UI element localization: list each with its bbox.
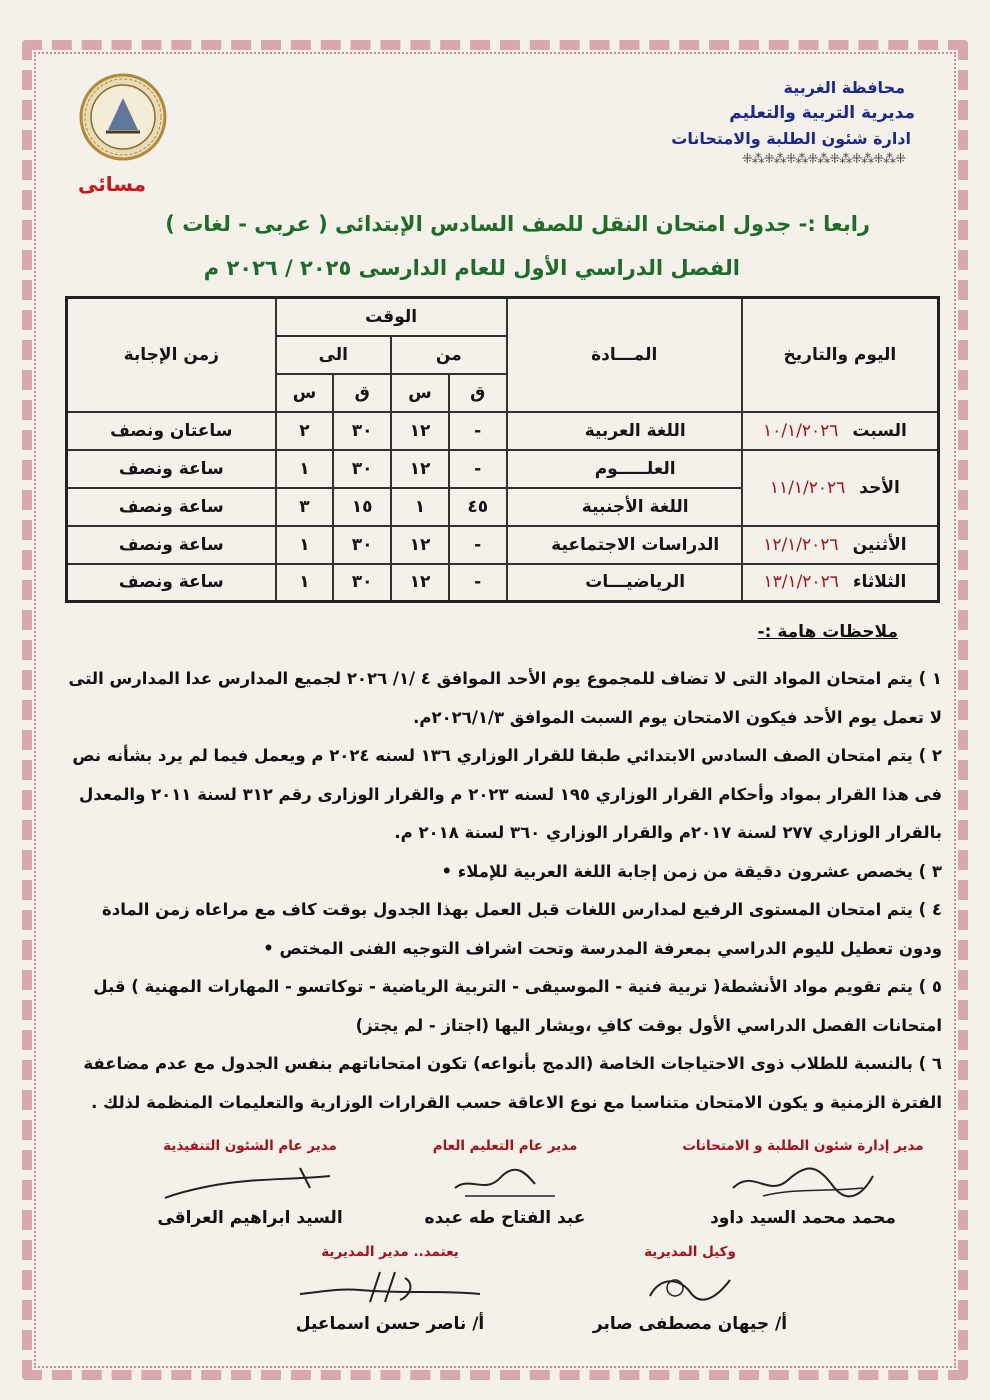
duration-cell: ساعة ونصف [67, 564, 276, 602]
date-value: ١١/١/٢٠٢٦ [769, 477, 846, 498]
notes-list [62, 660, 942, 1122]
header-to-min: ق [333, 374, 391, 412]
governorate-seal-icon [78, 72, 168, 162]
duration-cell: ساعة ونصف [67, 488, 276, 526]
to-min-cell: ٣٠ [333, 412, 391, 450]
day-date-cell [742, 412, 939, 450]
to-min-cell: ٣٠ [333, 450, 391, 488]
schedule-subtitle: الفصل الدراسي الأول للعام الدارسى ٢٠٢٥ / ٢٠٢٦ م [203, 256, 740, 280]
subject-cell: اللغة العربية [507, 412, 742, 450]
signatory-name: السيد ابراهيم العراقى [157, 1208, 343, 1228]
signature-block [120, 1138, 380, 1228]
handwritten-signature-icon [723, 1158, 883, 1204]
from-hour-cell: ١ [391, 488, 449, 526]
governorate: محافظة الغربية [783, 78, 905, 97]
day-name: الأثنين [852, 534, 907, 555]
to-min-cell: ٣٠ [333, 526, 391, 564]
handwritten-signature-icon [280, 1264, 500, 1310]
date-value: ١٠/١/٢٠٢٦ [762, 420, 839, 441]
header-to: الى [276, 336, 392, 374]
to-min-cell: ٣٠ [333, 564, 391, 602]
signature-block [560, 1244, 820, 1334]
directorate: مديرية التربية والتعليم [729, 103, 915, 123]
signature-block [668, 1138, 938, 1228]
from-hour-cell: ١٢ [391, 412, 449, 450]
day-name: الثلاثاء [852, 572, 907, 593]
department: ادارة شئون الطلبة والامتحانات [671, 129, 911, 148]
day-date-cell [742, 450, 939, 526]
subject-cell: الرياضيـــات [507, 564, 742, 602]
subject-cell: العلـــــوم [507, 450, 742, 488]
to-hour-cell: ١ [276, 564, 334, 602]
from-hour-cell: ١٢ [391, 564, 449, 602]
note-item: ٤ ) يتم امتحان المستوى الرفيع لمدارس اللغات قبل العمل بهذا الجدول بوقت كاف مع مراعاه زمن المادة ودون تعطيل لليوم الدراسي بمعرفة المدرسة وتحت اشراف التوجيه الفنى المختص • [102, 900, 942, 958]
signatory-name: أ/ ناصر حسن اسماعيل [295, 1314, 485, 1334]
from-min-cell: ٤٥ [449, 488, 507, 526]
signatory-name: أ/ جيهان مصطفى صابر [592, 1314, 788, 1334]
header-time: الوقت [276, 298, 507, 336]
header-from-hour: س [391, 374, 449, 412]
to-hour-cell: ٣ [276, 488, 334, 526]
signatory-role: مدير عام التعليم العام [432, 1138, 578, 1154]
subject-cell: اللغة الأجنبية [507, 488, 742, 526]
handwritten-signature-icon [620, 1264, 760, 1310]
signatory-role: يعتمد.. مدير المديرية [321, 1244, 459, 1260]
day-name: الأحد [859, 477, 900, 498]
handwritten-signature-icon [150, 1158, 350, 1204]
day-date-cell [742, 564, 939, 602]
signatory-name: محمد محمد السيد داود [710, 1208, 896, 1228]
day-date-cell [742, 526, 939, 564]
handwritten-signature-icon [435, 1158, 575, 1204]
from-min-cell: - [449, 412, 507, 450]
table-row [67, 526, 939, 564]
header-subject: المـــادة [507, 298, 742, 412]
duration-cell: ساعتان ونصف [67, 412, 276, 450]
table-row [67, 412, 939, 450]
header-to-hour: س [276, 374, 334, 412]
header-duration: زمن الإجابة [67, 298, 276, 412]
signatory-role: وكيل المديرية [644, 1244, 736, 1260]
signature-block [260, 1244, 520, 1334]
note-item: ٢ ) يتم امتحان الصف السادس الابتدائي طبقا للقرار الوزاري ١٣٦ لسنه ٢٠٢٤ م ويعمل فيما لم يرد بشأنه نص فى هذا القرار بمواد وأحكام القرار الوزاري ١٩٥ لسنه ٢٠٢٣ م والقرار الوزارى رقم ٣١٢ لسنة ٢٠١١ والمعدل بالقرار الوزاري ٢٧٧ لسنة ٢٠١٧م والقرار الوزاري ٣٦٠ لسنة ٢٠١٨ م. [72, 746, 942, 842]
to-hour-cell: ٢ [276, 412, 334, 450]
schedule-title: رابعا :- جدول امتحان النقل للصف السادس الإبتدائى ( عربى - لغات ) [165, 212, 870, 236]
signature-block [395, 1138, 615, 1228]
notes-title: ملاحظات هامة :- [757, 622, 898, 642]
note-item: ٣ ) يخصص عشرون دقيقة من زمن إجابة اللغة العربية للإملاء • [441, 861, 942, 881]
from-min-cell: - [449, 450, 507, 488]
header-day-date: اليوم والتاريخ [742, 298, 939, 412]
exam-period: مسائى [78, 172, 146, 196]
note-item: ١ ) يتم امتحان المواد التى لا تضاف للمجموع يوم الأحد الموافق ٤ /١/ ٢٠٢٦ لجميع المدارس عدا المدارس التى لا تعمل يوم الأحد فيكون الامتحان يوم السبت الموافق ٢٠٢٦/١/٣م. [68, 669, 942, 727]
subject-cell: الدراسات الاجتماعية [507, 526, 742, 564]
signatory-role: مدير إدارة شئون الطلبة و الامتحانات [682, 1138, 924, 1154]
duration-cell: ساعة ونصف [67, 450, 276, 488]
note-item: ٦ ) بالنسبة للطلاب ذوى الاحتياجات الخاصة (الدمج بأنواعه) تكون امتحاناتهم بنفس الجدول مع عدم مضاعفة الفترة الزمنية و يكون الامتحان متناسبا مع نوع الاعاقة حسب القرارات الوزارية والتعليمات المنظمة لذلك . [83, 1054, 942, 1112]
from-hour-cell: ١٢ [391, 526, 449, 564]
date-value: ١٣/١/٢٠٢٦ [763, 572, 839, 593]
to-hour-cell: ١ [276, 450, 334, 488]
table-row [67, 564, 939, 602]
to-min-cell: ١٥ [333, 488, 391, 526]
signatory-role: مدير عام الشئون التنفيذية [163, 1138, 337, 1154]
ornament-divider: ⁜⁂⁜⁂⁜⁂⁜⁂⁜⁂⁜⁂⁜⁂⁜ [741, 152, 905, 167]
date-value: ١٢/١/٢٠٢٦ [763, 534, 839, 555]
duration-cell: ساعة ونصف [67, 526, 276, 564]
header-from: من [391, 336, 507, 374]
note-item: ٥ ) يتم تقويم مواد الأنشطة( تربية فنية - الموسيقى - التربية الرياضية - توكاتسو - المهارات المهنية ) قبل امتحانات الفصل الدراسي الأول بوقت كافِ ،ويشار اليها (اجتاز - لم يجتز) [93, 977, 942, 1035]
letterhead [671, 78, 915, 167]
table-row [67, 450, 939, 488]
from-hour-cell: ١٢ [391, 450, 449, 488]
to-hour-cell: ١ [276, 526, 334, 564]
signatory-name: عبد الفتاح طه عبده [424, 1208, 586, 1228]
day-name: السبت [852, 420, 907, 441]
exam-schedule-table [65, 296, 940, 603]
from-min-cell: - [449, 564, 507, 602]
from-min-cell: - [449, 526, 507, 564]
header-from-min: ق [449, 374, 507, 412]
